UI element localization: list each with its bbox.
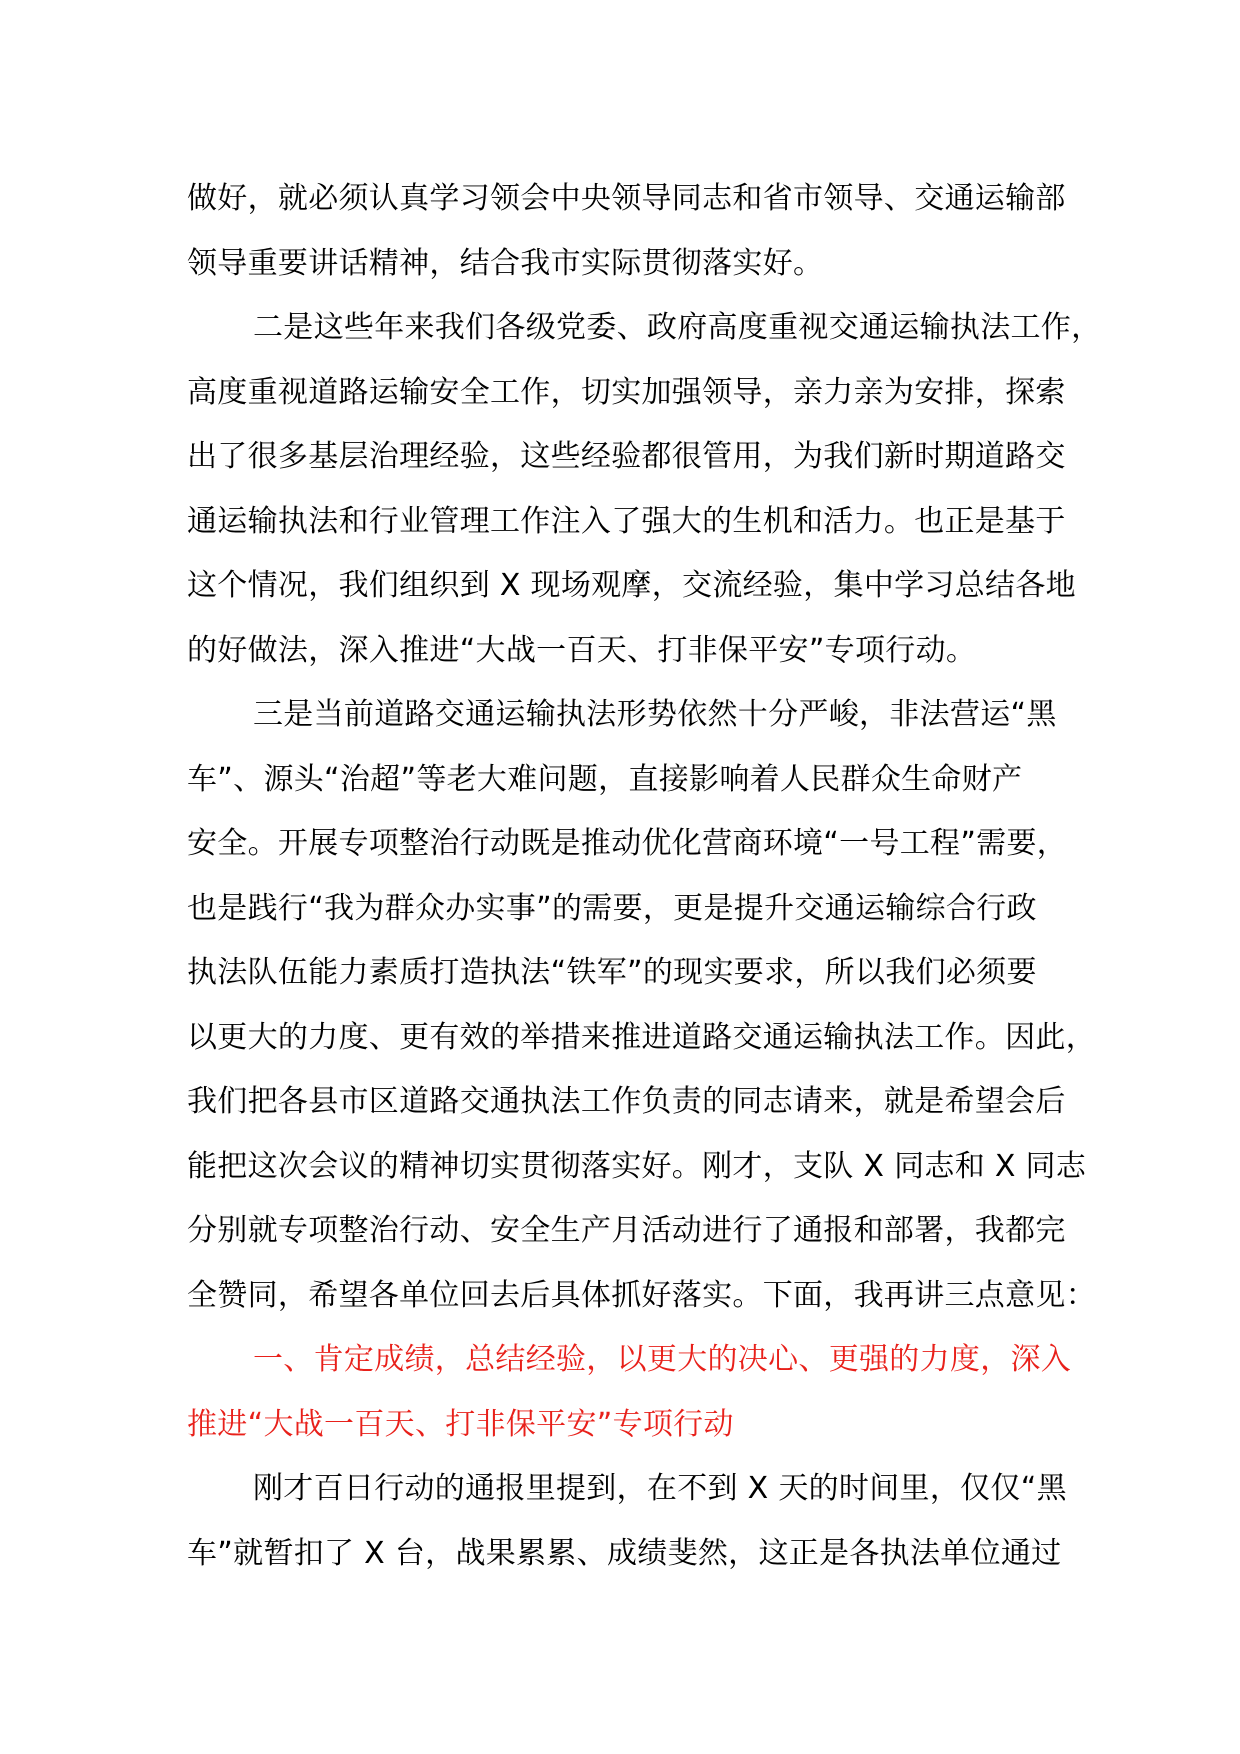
text-line: 这个情况，我们组织到 X 现场观摩，交流经验，集中学习总结各地 xyxy=(187,568,1076,603)
section-heading-line: 一、肯定成绩，总结经验，以更大的决心、更强的力度，深入 xyxy=(253,1342,1072,1377)
text-line: 能把这次会议的精神切实贯彻落实好。刚才，支队 X 同志和 X 同志 xyxy=(187,1148,1087,1184)
text-line: 安全。开展专项整治行动既是推动优化营商环境“一号工程”需要， xyxy=(187,826,1068,861)
paragraph-start-line: 二是这些年来我们各级党委、政府高度重视交通运输执法工作， xyxy=(253,310,1102,345)
section-heading-line: 推进“大战一百天、打非保平安”专项行动 xyxy=(187,1406,734,1442)
text-line: 也是践行“我为群众办实事”的需要，更是提升交通运输综合行政 xyxy=(187,890,1037,926)
text-line: 我们把各县市区道路交通执法工作负责的同志请来，就是希望会后 xyxy=(187,1084,1066,1119)
text-line: 分别就专项整治行动、安全生产月活动进行了通报和部署，我都完 xyxy=(187,1213,1066,1248)
text-line: 执法队伍能力素质打造执法“铁军”的现实要求，所以我们必须要 xyxy=(187,955,1037,990)
text-line: 领导重要讲话精神，结合我市实际贯彻落实好。 xyxy=(187,245,824,281)
text-line: 全赞同，希望各单位回去后具体抓好落实。下面，我再讲三点意见： xyxy=(187,1277,1096,1313)
text-line: 通运输执法和行业管理工作注入了强大的生机和活力。也正是基于 xyxy=(187,503,1066,539)
text-line: 出了很多基层治理经验，这些经验都很管用，为我们新时期道路交 xyxy=(187,439,1066,474)
text-line: 车”就暂扣了 X 台，战果累累、成绩斐然，这正是各执法单位通过 xyxy=(187,1535,1062,1571)
paragraph-start-line: 刚才百日行动的通报里提到，在不到 X 天的时间里，仅仅“黑 xyxy=(253,1471,1067,1506)
paragraph-start-line: 三是当前道路交通运输执法形势依然十分严峻，非法营运“黑 xyxy=(253,697,1057,732)
body-text xyxy=(187,167,1102,1586)
text-line: 高度重视道路运输安全工作，切实加强领导，亲力亲为安排，探索 xyxy=(187,374,1066,410)
text-line: 做好，就必须认真学习领会中央领导同志和省市领导、交通运输部 xyxy=(187,181,1066,216)
text-line: 车”、源头“治超”等老大难问题，直接影响着人民群众生命财产 xyxy=(187,761,1023,797)
text-line: 的好做法，深入推进“大战一百天、打非保平安”专项行动。 xyxy=(187,632,977,668)
text-line: 以更大的力度、更有效的举措来推进道路交通运输执法工作。因此， xyxy=(187,1019,1096,1055)
